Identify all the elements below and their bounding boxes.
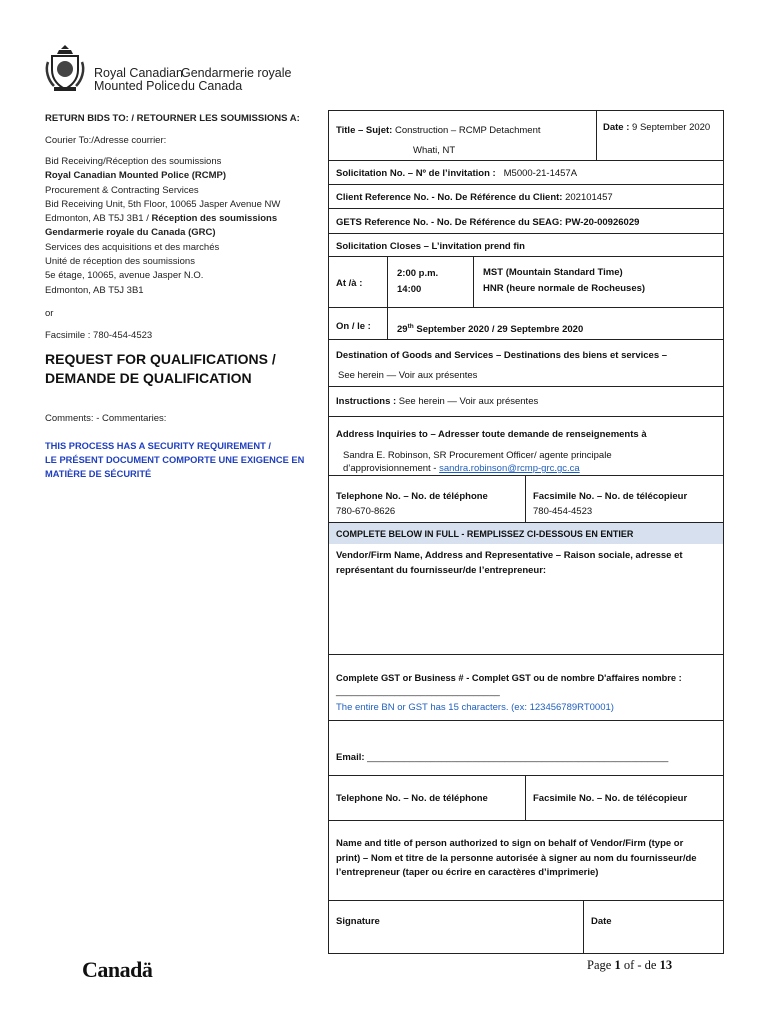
address-line: Bid Receiving/Réception des soumissions: [45, 156, 222, 167]
solicitation-number: Solicitation No. – Nº de l’invitation : M5000-21-1457A: [336, 168, 578, 179]
address-line: Royal Canadian Mounted Police (RCMP): [45, 170, 227, 182]
address-line: Services des acquisitions et des marchés: [45, 241, 220, 253]
courier-label: Courier To:/Adresse courrier:: [45, 135, 167, 146]
gst-hint: The entire BN or GST has 15 characters. (ex: 123456789RT0001): [336, 702, 614, 713]
bid-address-block: [45, 155, 315, 298]
contact-officer: Sandra E. Robinson, SR Procurement Officer/ agente principale d’approvisionnement - sandra.robinson@rcmp-grc.gc.ca: [343, 450, 612, 474]
facsimile-label: Facsimile No. – No. de télécopieur: [533, 491, 688, 502]
address-inquiries-label: Address Inquiries to – Adresser toute demande de renseignements à: [336, 429, 647, 440]
address-line: Procurement & Contracting Services: [45, 184, 199, 196]
vendor-telephone-label: Telephone No. – No. de téléphone: [336, 793, 488, 804]
agency-en-line2: Mounted Police: [94, 79, 181, 93]
closing-date: 29th September 2020 / 29 Septembre 2020: [397, 323, 584, 336]
title-field: Title – Sujet: Construction – RCMP Detachment: [336, 125, 541, 136]
destination-label: Destination of Goods and Services – Destinations des biens et services –: [336, 350, 668, 361]
facsimile-value: 780-454-4523: [533, 506, 593, 517]
instructions-field: Instructions : See herein — Voir aux présentes: [336, 396, 539, 407]
email-field[interactable]: Email: _________________________________________________________: [336, 752, 669, 763]
on-label: On / le :: [336, 321, 371, 332]
security-requirement-note: THIS PROCESS HAS A SECURITY REQUIREMENT / LE PRÉSENT DOCUMENT COMPORTE UNE EXIGENCE EN MATIÈRE DE SÉCURITÉ: [45, 441, 305, 479]
page-number: Page 1 of - de 13: [587, 958, 673, 972]
address-line: Edmonton, AB T5J 3B1: [45, 284, 144, 296]
closing-time: 2:00 p.m. 14:00: [397, 268, 439, 295]
facsimile-text: Facsimile : 780-454-4523: [45, 330, 153, 341]
title-value-line2: Whati, NT: [413, 145, 456, 156]
gst-input-line[interactable]: _______________________________: [336, 686, 500, 697]
authorized-person-label: Name and title of person authorized to sign on behalf of Vendor/Firm (type or print) – Nom et titre de la personne autorisée à signer au nom du fournisseur/de l’entrepreneur (taper ou écrire en caractères d’imprimerie): [336, 838, 697, 878]
client-reference: Client Reference No. - No. De Référence du Client: 202101457: [336, 192, 613, 203]
agency-fr-line1: Gendarmerie royale: [181, 66, 292, 80]
vendor-label: Vendor/Firm Name, Address and Representative – Raison sociale, adresse et représentant du fournisseur/de l’entrepreneur:: [336, 550, 683, 576]
solicitation-closes: Solicitation Closes – L’invitation prend fin: [336, 241, 525, 252]
document-title: REQUEST FOR QUALIFICATIONS / DEMANDE DE QUALIFICATION: [45, 351, 276, 386]
vendor-input-area[interactable]: [331, 581, 721, 651]
or-text: or: [45, 308, 54, 319]
agency-fr-line2: du Canada: [181, 79, 243, 93]
address-line: 5e étage, 10065, avenue Jasper N.O.: [45, 270, 204, 282]
address-line: Bid Receiving Unit, 5th Floor, 10065 Jasper Avenue NW: [45, 198, 281, 210]
bid-form-table: [328, 110, 724, 954]
contact-email-link[interactable]: sandra.robinson@rcmp-grc.gc.ca: [439, 463, 580, 474]
agency-name-en: [94, 67, 183, 93]
signature-label: Signature: [336, 916, 380, 927]
agency-name-fr: [181, 67, 291, 93]
destination-value: See herein — Voir aux présentes: [338, 370, 478, 381]
telephone-value: 780-670-8626: [336, 506, 396, 517]
gst-label: Complete GST or Business # - Complet GST ou de nombre D'affaires nombre :: [336, 673, 682, 683]
vendor-facsimile-label: Facsimile No. – No. de télécopieur: [533, 793, 688, 804]
signature-date-label: Date: [591, 916, 612, 927]
telephone-label: Telephone No. – No. de téléphone: [336, 491, 488, 502]
at-label: At /à :: [336, 278, 363, 289]
time-zone: MST (Mountain Standard Time) HNR (heure normale de Rocheuses): [483, 267, 646, 294]
complete-below-heading: COMPLETE BELOW IN FULL - REMPLISSEZ CI-DESSOUS EN ENTIER: [336, 529, 634, 539]
date-field: Date : 9 September 2020: [603, 122, 711, 133]
address-line: Edmonton, AB T5J 3B1 / Réception des soumissions: [45, 213, 278, 225]
agency-en-line1: Royal Canadian: [94, 66, 183, 80]
return-bids-heading: RETURN BIDS TO: / RETOURNER LES SOUMISSIONS A:: [45, 113, 300, 124]
canada-wordmark: Canadä: [82, 957, 153, 982]
address-line: Unité de réception des soumissions: [45, 256, 195, 268]
address-line: Gendarmerie royale du Canada (GRC): [45, 227, 216, 239]
rcmp-crest-icon: [44, 44, 86, 92]
gets-reference: GETS Reference No. - No. De Référence du SEAG: PW-20-00926029: [336, 217, 640, 228]
comments-label: Comments: - Commentaries:: [45, 413, 167, 424]
